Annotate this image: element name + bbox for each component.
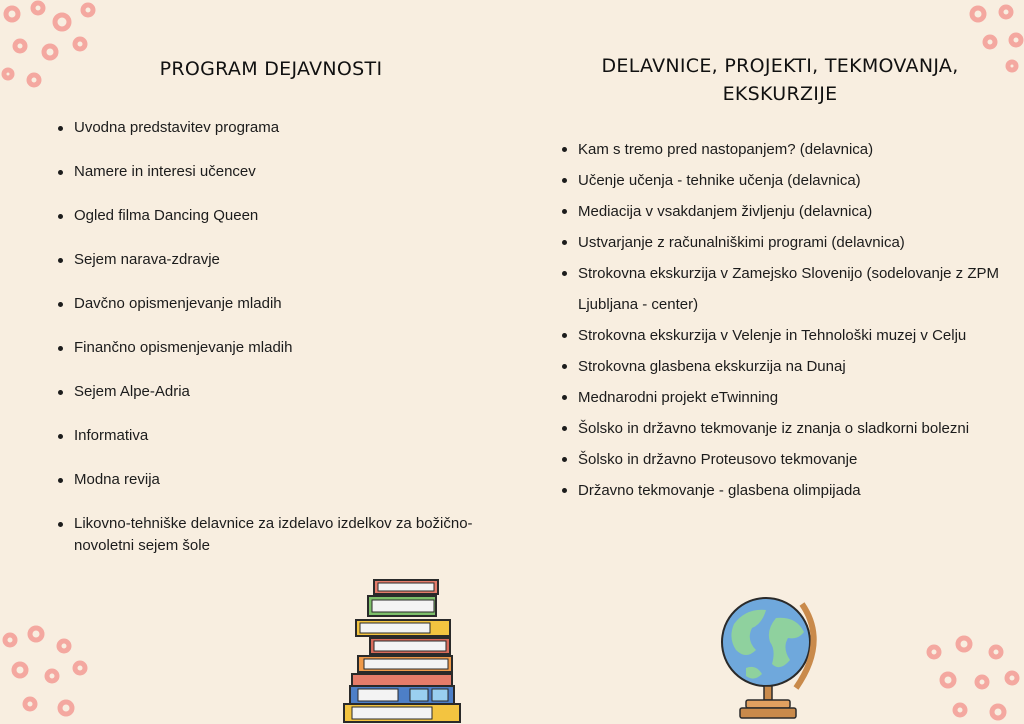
list-item: Davčno opismenjevanje mladih [56, 293, 486, 315]
list-item: Strokovna ekskurzija v Velenje in Tehnološki muzej v Celju [560, 320, 1000, 351]
list-item: Mednarodni projekt eTwinning [560, 382, 1000, 413]
list-item: Namere in interesi učencev [56, 161, 486, 183]
list-item: Učenje učenja - tehnike učenja (delavnica) [560, 165, 1000, 196]
list-item: Informativa [56, 425, 486, 447]
pink-dots-bottom-right [920, 630, 1024, 724]
list-item: Uvodna predstavitev programa [56, 117, 486, 139]
list-item: Kam s tremo pred nastopanjem? (delavnica) [560, 134, 1000, 165]
activities-list [56, 117, 486, 557]
list-item: Strokovna glasbena ekskurzija na Dunaj [560, 351, 1000, 382]
list-item: Modna revija [56, 469, 486, 491]
list-item: Finančno opismenjevanje mladih [56, 337, 486, 359]
book-stack-icon [340, 578, 464, 724]
list-item: Ogled filma Dancing Queen [56, 205, 486, 227]
list-item: Sejem Alpe-Adria [56, 381, 486, 403]
list-item: Šolsko in državno tekmovanje iz znanja o sladkorni bolezni [560, 413, 1000, 444]
list-item: Mediacija v vsakdanjem življenju (delavnica) [560, 196, 1000, 227]
pink-dots-bottom-left [0, 620, 100, 724]
activities-column [56, 55, 486, 579]
workshops-title: DELAVNICE, PROJEKTI, TEKMOVANJA, EKSKURZIJE [601, 55, 959, 105]
list-item: Likovno-tehniške delavnice za izdelavo izdelkov za božično-novoletni sejem šole [56, 513, 486, 557]
list-item: Šolsko in državno Proteusovo tekmovanje [560, 444, 1000, 475]
list-item: Ustvarjanje z računalniškimi programi (delavnica) [560, 227, 1000, 258]
list-item: Državno tekmovanje - glasbena olimpijada [560, 475, 1000, 506]
activities-title: PROGRAM DEJAVNOSTI [159, 58, 383, 80]
globe-icon [716, 588, 826, 724]
workshops-column [560, 52, 1000, 506]
list-item: Strokovna ekskurzija v Zamejsko Slovenijo (sodelovanje z ZPM Ljubljana - center) [560, 258, 1000, 320]
list-item: Sejem narava-zdravje [56, 249, 486, 271]
workshops-list [560, 134, 1000, 506]
